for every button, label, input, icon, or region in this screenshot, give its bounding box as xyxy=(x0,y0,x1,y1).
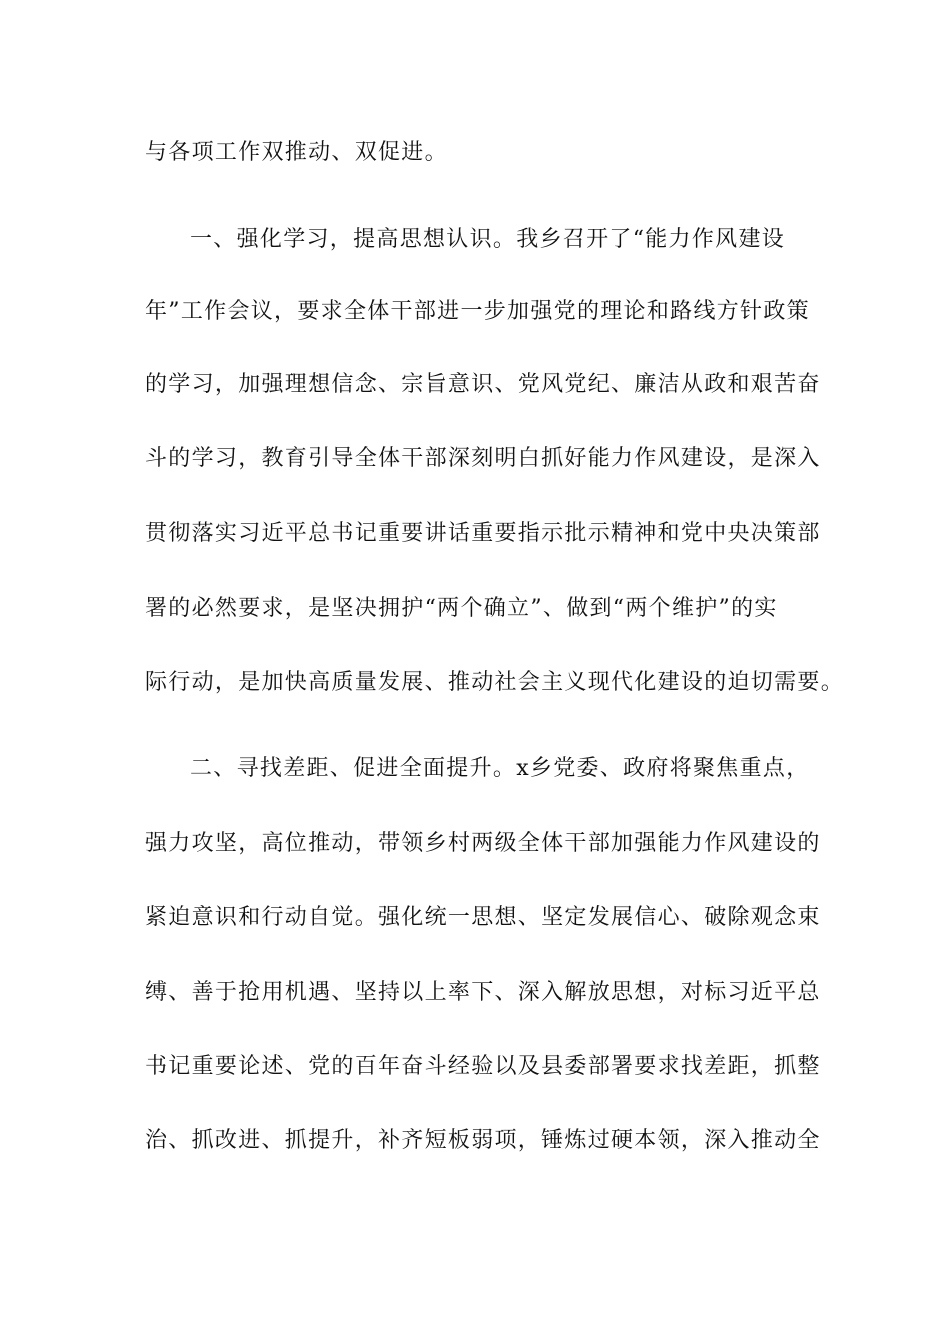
text-line: 年”工作会议，要求全体干部进一步加强党的理论和路线方针政策 xyxy=(145,299,810,324)
text-line: 贯彻落实习近平总书记重要讲话重要指示批示精神和党中央决策部 xyxy=(145,521,821,546)
text-line: 缚、善于抢用机遇、坚持以上率下、深入解放思想，对标习近平总 xyxy=(145,980,821,1005)
text-line: 强力攻坚，高位推动，带领乡村两级全体干部加强能力作风建设的 xyxy=(145,831,821,856)
text-line: 际行动，是加快高质量发展、推动社会主义现代化建设的迫切需要。 xyxy=(145,670,845,695)
paragraph-heading-2: 二、寻找差距、促进全面提升。x乡党委、政府将聚焦重点， xyxy=(190,756,810,781)
text-line: 书记重要论述、党的百年奋斗经验以及县委部署要求找差距，抓整 xyxy=(145,1054,821,1079)
paragraph-heading-1: 一、强化学习，提高思想认识。我乡召开了“能力作风建设 xyxy=(190,227,786,252)
text-line: 署的必然要求，是坚决拥护“两个确立”、做到“两个维护”的实 xyxy=(145,596,778,621)
text-line: 斗的学习，教育引导全体干部深刻明白抓好能力作风建设，是深入 xyxy=(145,446,821,471)
text-line: 的学习，加强理想信念、宗旨意识、党风党纪、廉洁从政和艰苦奋 xyxy=(145,372,821,397)
text-line: 治、抓改进、抓提升，补齐短板弱项，锤炼过硬本领，深入推动全 xyxy=(145,1128,821,1153)
text-line: 与各项工作双推动、双促进。 xyxy=(145,140,448,165)
text-line: 紧迫意识和行动自觉。强化统一思想、坚定发展信心、破除观念束 xyxy=(145,905,821,930)
